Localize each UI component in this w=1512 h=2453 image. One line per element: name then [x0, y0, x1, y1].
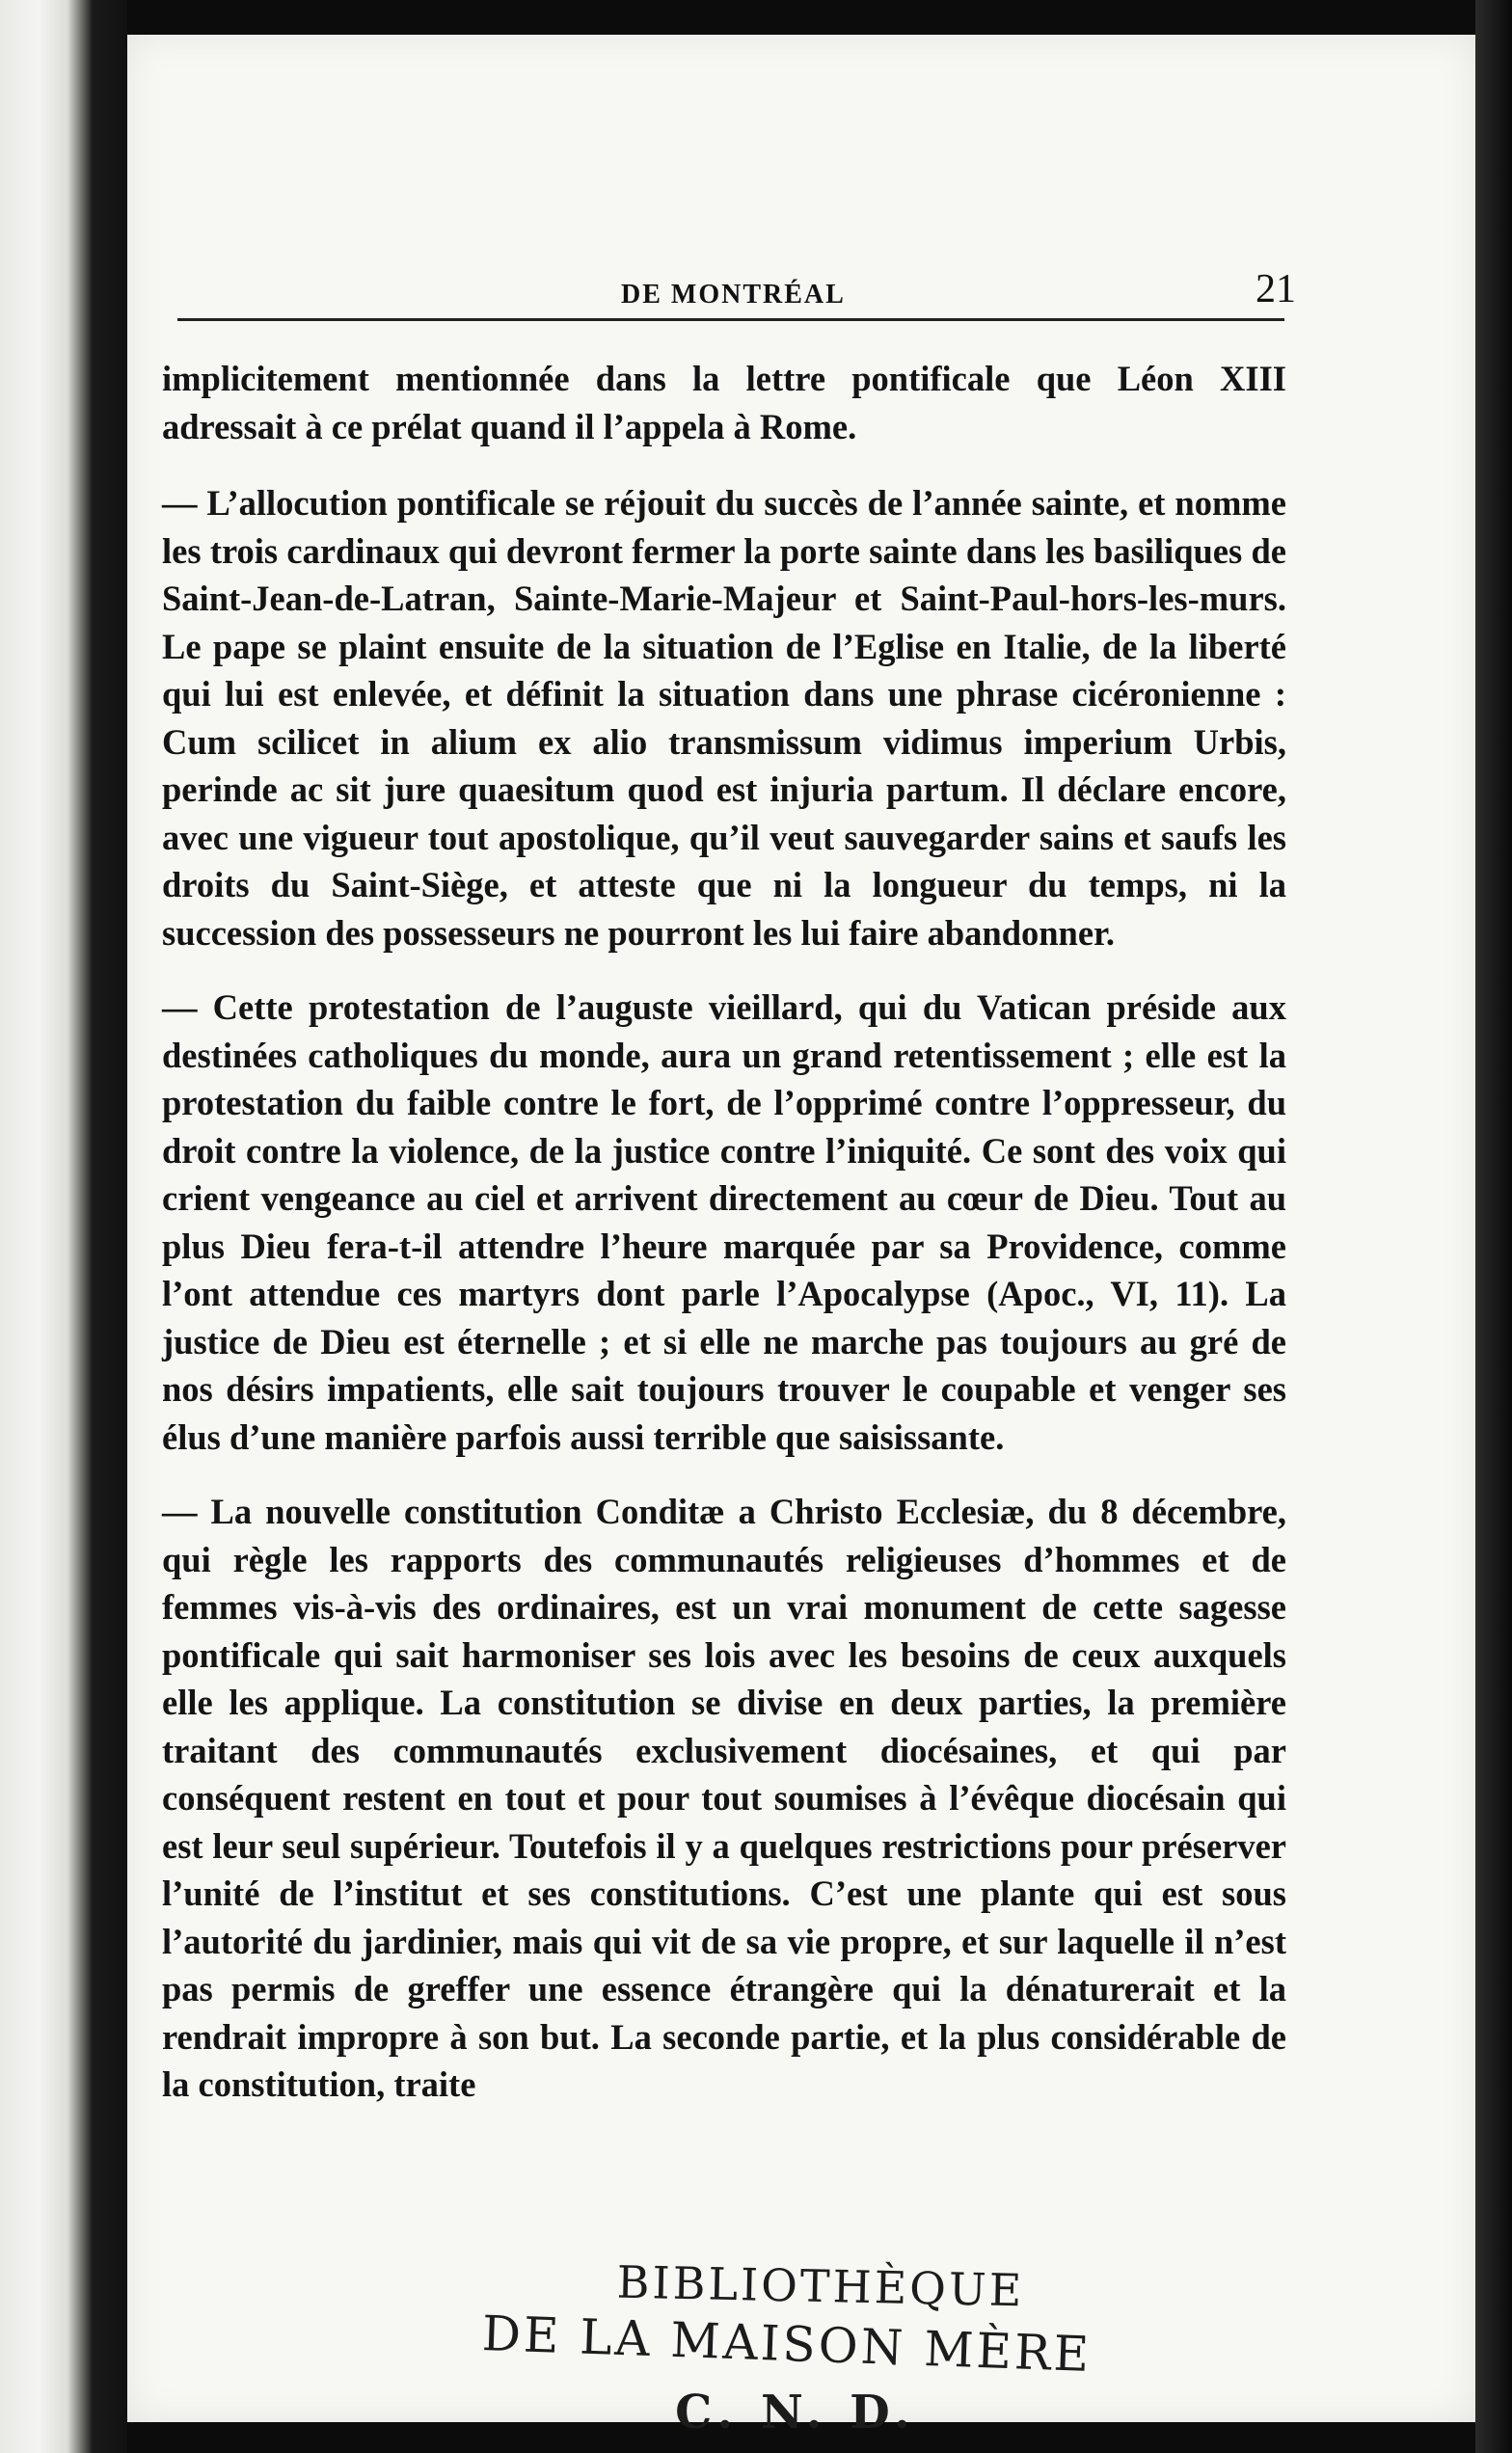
stamp-line-1: BIBLIOTHÈQUE	[616, 2255, 1025, 2317]
page-body	[162, 355, 1286, 2136]
stamp-line-3: C. N. D.	[675, 2386, 916, 2440]
paragraph-3: — Cette protestation de l’auguste vieillard, qui du Vatican préside aux destinées catholiques du monde, aura un grand retentissement ; elle est la protestation du faible contre le fort, de l’opprimé contre l’oppresseur, du droit contre la violence, de la justice contre l’iniquité. Ce sont des voix qui crient vengeance au ciel et arrivent directement au cœur de Dieu. Tout au plus Dieu fera-t-il attendre l’heure marquée par sa Providence, comme l’ont attendue ces martyrs dont parle l’Apocalypse (Apoc., VI, 11). La justice de Dieu est éternelle ; et si elle ne marche pas toujours au gré de nos désirs impatients, elle sait toujours trouver le coupable et venger ses élus d’une manière parfois aussi terrible que saisissante.	[162, 987, 1286, 1457]
paragraph-4: — La nouvelle constitution Conditæ a Christo Ecclesiæ, du 8 décembre, qui règle les rapports des communautés religieuses d’hommes et de femmes vis-à-vis des ordinaires, est un vrai monument de cette sagesse pontificale qui sait harmoniser ses lois avec les besoins de ceux auxquels elle les applique. La constitution se divise en deux parties, la première traitant des communautés exclusivement diocésaines, et qui par conséquent restent en tout et pour tout soumises à l’évêque diocésain qui est leur seul supérieur. Toutefois il y a quelques restrictions pour préserver l’unité de l’institut et ses constitutions. C’est une plante qui est sous l’autorité du jardinier, mais qui vit de sa vie propre, et sur laquelle il n’est pas permis de greffer une essence étrangère qui la dénaturerait et la rendrait impropre à son but. La seconde partie, et la plus considérable de la constitution, traite	[162, 1492, 1286, 2104]
book-spine-edge	[1475, 0, 1512, 2453]
book-page	[127, 35, 1475, 2440]
paragraph-1: implicitement mentionnée dans la lettre pontificale que Léon XIII adressait à ce prélat quand il l’appela à Rome.	[162, 359, 1286, 446]
header-rule	[177, 318, 1284, 321]
facing-page-edge	[0, 0, 127, 2453]
paragraph-2: — L’allocution pontificale se réjouit du succès de l’année sainte, et nomme les trois cardinaux qui devront fermer la porte sainte dans les basiliques de Saint-Jean-de-Latran, Sainte-Marie-Majeur et Saint-Paul-hors-les-murs. Le pape se plaint ensuite de la situation de l’Eglise en Italie, de la liberté qui lui est enlevée, et définit la situation dans une phrase cicéronienne : Cum scilicet in alium ex alio transmissum vidimus imperium Urbis, perinde ac sit jure quaesitum quod est injuria partum. Il déclare encore, avec une vigueur tout apostolique, qu’il veut sauvegarder sains et saufs les droits du Saint-Siège, et atteste que ni la longueur du temps, ni la succession des possesseurs ne pourront les lui faire abandonner.	[162, 483, 1286, 953]
page-header	[127, 262, 1475, 320]
library-stamp	[127, 2255, 1475, 2440]
running-head: DE MONTRÉAL	[621, 280, 846, 310]
page-number: 21	[1256, 267, 1296, 311]
stamp-line-2: DE LA MAISON MÈRE	[480, 2305, 1094, 2384]
